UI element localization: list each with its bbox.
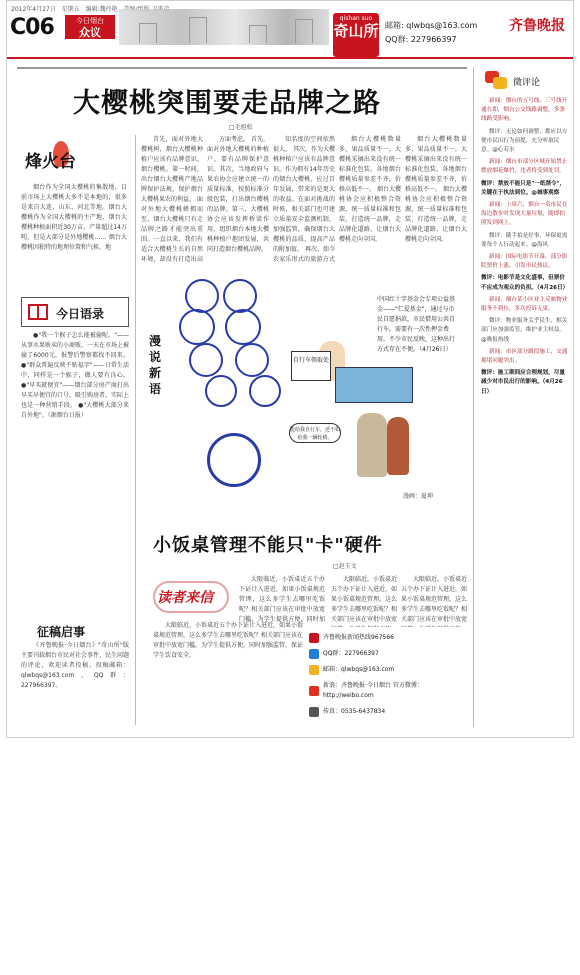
header-rule: [7, 57, 574, 59]
bicycle-wheel-icon: [225, 309, 261, 345]
micro-comment-item: 新闻：烟台市部分区域开始禁止燃放烟花爆竹，违者将受到处罚。: [481, 159, 568, 175]
main-headline: 大樱桃突围要走品牌之路: [73, 88, 381, 119]
service-desk: [335, 367, 413, 403]
headline-rule: [17, 67, 467, 69]
byline: □毛旭松: [229, 124, 253, 131]
cartoon-caption: 中国红十字基金会专项公益基金——"仁爱基金"，通过与市民自愿捐款，市民借用公共自行车，需要有一次性押金费用。不少市民反映，这种出行方式存在不便。（4月26日）: [377, 296, 456, 353]
contact-hotline: 齐鲁晚报新闻热线967566: [309, 633, 463, 643]
column-logo: [21, 141, 101, 179]
reader-letter-text: 大限临近，小饭桌近五个办下证计入进近，如果小饭桌规范管理，这么多学生去哪里吃饭呢？相关部门应该在审批中放宽门槛，为学生提供方便，同时加强监管，保证学生饮食安全。: [153, 622, 303, 659]
companion-figure: [387, 417, 409, 475]
micro-comment-item: 微评：电影节是文化盛事，但票价不应成为观众的负担。（4月26日）: [481, 275, 569, 291]
micro-comment-item: 微评：禁放不能只是"一纸禁令"，关键在于执法到位。@城事观察: [481, 180, 566, 196]
bicycle-wheel-icon: [185, 279, 219, 313]
micro-comment-item: 新闻：国际电影节开幕，部分影院票价上涨，引发市民热议。: [481, 254, 568, 270]
micro-comment-title: 微评论: [513, 78, 541, 88]
sub-article-col-1: 大限临近，小饭桌近五个办下证计入进近，如果小饭桌规范管理，这么多学生去哪里吃饭呢？相关部门应该在审批中放宽门槛，为学生提供方便，同时加: [239, 576, 325, 623]
section-badge: [65, 15, 115, 39]
article-col-3: 方面考虑。 首先，面对外地大樱桃的种植户，要有品牌保护意识。其次，当地政府与果农协会应建立统一的质量标准，按照标准分级包装，打出烟台樱桃的品牌。第三，大樱桃协会应该发挥桥梁作用，组织烟台本地大樱桃种植户抱团发展，共同打造烟台樱桃品牌。: [207, 136, 269, 253]
contact-email: 邮箱：qlwbqs@163.com: [309, 665, 463, 675]
book-icon: [28, 304, 48, 320]
bicycle-wheel-icon: [249, 375, 281, 407]
micro-comment-item: 新闻：上周六，烟台一名市民在海边散步时发现大量垃圾，随即拍照发到网上。: [481, 202, 568, 227]
reader-letters-text: 读者来信: [157, 590, 213, 606]
article-col-5: 烟台大樱桃数量多，果品质量不一。大樱桃采摘出来没有统一标准化包装，各地烟台樱桃质量参差不齐，价格高低不一。 烟台大樱桃协会应积极整合资源，统一质量标准和包装，打造统一品牌，走品牌化道路，让烟台大樱桃走向全国。: [339, 136, 401, 243]
fax-icon: [309, 707, 319, 717]
bicycle-wheel-icon: [223, 279, 257, 313]
micro-comment-item: 新闻：市区部分路段施工，交通拥堵问题突出。: [481, 348, 568, 365]
stamp-name: 奇山所: [333, 22, 379, 40]
micro-comment-item: 微评：无论如何调整，都应以方便市民出行为前提，充分听取民意。@心若水: [481, 128, 568, 154]
micro-comment-header: [481, 69, 567, 93]
micro-comment-item: 新闻：烟台某小区业主反映物业服务不到位，多次投诉无果。: [481, 296, 568, 313]
speech-bubble: 能给我自行车，还不如给我一辆轮椅。: [289, 423, 341, 443]
bicycle-wheel-icon: [205, 375, 237, 407]
chat-bubble-icon: [493, 77, 507, 89]
contact-fax: 传真：0535-6437834: [309, 707, 463, 717]
header-email: 邮箱: qlwbqs@163.com: [385, 21, 478, 30]
daily-quotes-header: [21, 297, 129, 327]
column-logo-text: 烽火台: [25, 152, 76, 172]
micro-comment-list: [481, 97, 569, 727]
header-contact: [385, 19, 477, 47]
newspaper-page: [6, 0, 574, 738]
call-for-papers-heading: 征稿启事: [37, 625, 86, 639]
email-icon: [309, 665, 319, 675]
sub-article-col-2: 大限临近，小饭桌近五个办下证计入进近，如果小饭桌规范管理，这么多学生去哪里吃饭呢？相关部门应该在审批中放宽: [331, 576, 397, 623]
phone-icon: [309, 633, 319, 643]
column-divider: [135, 135, 136, 725]
article-col-2: 首先，面对外地大樱桃树，烟台大樱桃种植户应该有品牌意识，烟台樱桃。第一时间，出台烟台大樱桃产地品牌保护法规，保护烟台大樱桃果农的利益。 面对外地大樱桃蜂拥而至，烟台大樱桃只有走品牌之路才能突出重围。一直以来，我们有适合大樱桃生长的自然环境，却没有打造出高: [141, 136, 203, 263]
sub-headline: 小饭桌管理不能只"卡"硬件: [153, 535, 383, 556]
micro-comment-item: 微评：随手拍是好事，环保更需要每个人行动起来。@海风: [481, 232, 568, 248]
contact-box: [309, 633, 463, 719]
weibo-icon: [309, 686, 319, 696]
qq-icon: [309, 649, 319, 659]
stamp-pinyin: qishan suo: [339, 15, 373, 22]
cartoon-sign: 自行车领取处: [291, 351, 331, 381]
article-col-4: 知名度的空间依然很大。 其次，作为大樱桃种植户应该有品牌意识，作为拥有14年历史的烟台大樱桃，应过百年发展，带来的是更大的收益。在面对挑战的时候，相关部门也可建立质量安全监测机制，加强监管，确保烟台大樱桃的品质，提高产品的附加值。 再次，如今农家乐形式的旅游方式: [273, 136, 335, 263]
bicycle-wheel-icon: [189, 343, 223, 377]
bicycle-wheel-icon: [235, 343, 269, 377]
header-photo-strip: [119, 9, 329, 45]
bicycle-wheel-icon: [179, 309, 215, 345]
micro-comment-item: 微评：施工期间应合理规划，尽量减少对市民出行的影响。（4月26日）: [481, 370, 565, 395]
sub-byline: □赵玉文: [333, 563, 357, 570]
section-top: 今日烟台: [76, 17, 104, 25]
wheelchair-icon: [207, 433, 261, 487]
issue-weekday: 星期五: [61, 6, 80, 13]
cartoon-credit: 漫画：夏坤: [403, 493, 434, 500]
editor-credit: 编辑:魏玲艳: [85, 6, 118, 13]
article-col-6: 烟台大樱桃数量多，果品质量不一。大樱桃采摘出来没有统一标准化包装，各地烟台樱桃质量参差不齐，价格高低不一。 烟台大樱桃协会应积极整合资源，统一质量标准和包装，打造统一品牌，走品牌化道路，让烟台大樱桃走向全国。: [405, 136, 467, 243]
contact-weibo: 新浪：齐鲁晚报·今日烟台 官方微博：http://weibo.com: [309, 681, 463, 701]
sub-article-col-3: 大限临近，小饭桌近五个办下证计入进近，如果小饭桌规范管理，这么多学生去哪里吃饭呢？相关部门应该在审批中放宽: [401, 576, 467, 623]
lead-text: 烟台作为全国大樱桃的集散地，目前市场上大樱桃大多不是本地的，很多是来自大连、山东、河北等地。烟台大樱桃作为全国大樱桃的主产地，烟台大樱桃种植面积近30万亩，产量超过14万吨，但是大部分是外地樱桃…… 烟台大樱桃因独特的地理位置和气候、地: [21, 184, 127, 251]
micro-comment-item: 微评：物业服务关乎民生，相关部门应加强监管，维护业主权益。@晚报热线: [481, 318, 568, 343]
cartoon-title: 漫说新语: [149, 334, 162, 396]
micro-comment-item: 新闻：烟台的五号线、三号线开通在即，烟台公交线路调整，多条线路受影响。: [481, 98, 568, 123]
call-for-papers-text: 《齐鲁晚报·今日烟台》"奇山所"版主要刊载烟台市民对社会事件、民生问题的评论，欢迎读者投稿。投稿邮箱：qlwbqs@163.com，QQ群：227966397。: [21, 642, 129, 689]
column-stamp-logo: [333, 13, 379, 57]
daily-quotes-title: 今日语录: [56, 307, 105, 321]
reader-letters-logo: [153, 581, 233, 615]
header-qq: QQ群: 227966397: [385, 35, 457, 44]
cartoon: [149, 273, 467, 500]
contact-qq: QQ群：227966397: [309, 649, 463, 659]
brand-logo: 齐鲁晚报: [509, 18, 565, 34]
right-column-divider: [473, 67, 474, 727]
issue-date: 2012年4月27日: [11, 6, 56, 13]
daily-quotes-text: ●"我一个猴子怎么能被偷呢。"——从事水果贩卖的小商贩，一天在市场上被偷了6000元，报警后警察都找不回来。 ●"群众普遍反映不贴福字"——日常生活中，同样是一个猴子，做人要有良心。 ●"早买就便宜"——烟台部分房产商打出早买早便宜的口号，吸引购房者，实际上也是一种营销手段。 ●"大樱桃大部分来自外地"。（据烟台日报）: [21, 332, 129, 419]
page-code: C06: [10, 15, 54, 40]
section-name: 众议: [79, 26, 101, 39]
old-man-figure: [357, 413, 387, 477]
